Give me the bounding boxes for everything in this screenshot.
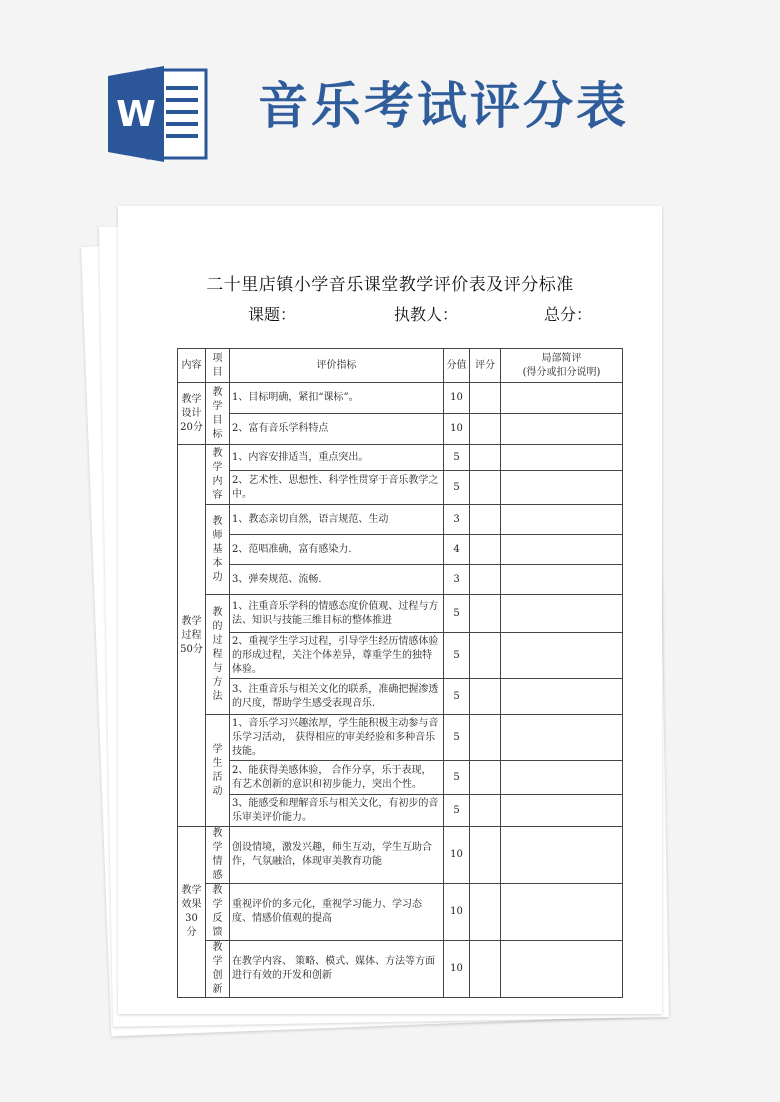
comment-cell[interactable] <box>501 595 623 633</box>
table-row <box>178 884 623 941</box>
score-cell[interactable] <box>470 565 501 595</box>
comment-cell[interactable] <box>501 383 623 414</box>
points-cell: 5 <box>444 471 470 505</box>
item-goal: 教学目标 <box>206 383 230 445</box>
points-cell: 10 <box>444 884 470 941</box>
points-cell: 5 <box>444 715 470 761</box>
page-title: 音乐考试评分表 <box>258 77 629 135</box>
teacher-field: 执教人： <box>394 305 459 324</box>
header-item: 项目 <box>206 349 230 383</box>
topic-field: 课题： <box>248 305 297 324</box>
comment-cell[interactable] <box>501 679 623 715</box>
table-row <box>178 633 623 679</box>
table-row <box>178 565 623 595</box>
table-row <box>178 795 623 827</box>
item-student: 学生活动 <box>206 715 230 827</box>
header-content: 内容 <box>178 349 206 383</box>
evaluation-table <box>177 348 623 998</box>
score-cell[interactable] <box>470 795 501 827</box>
points-cell: 5 <box>444 679 470 715</box>
comment-cell[interactable] <box>501 827 623 884</box>
points-cell: 10 <box>444 383 470 414</box>
section-process: 教学过程50分 <box>178 445 206 827</box>
comment-cell[interactable] <box>501 941 623 998</box>
comment-cell[interactable] <box>501 414 623 445</box>
indicator-cell: 1、内容安排适当，重点突出。 <box>230 445 444 471</box>
table-row <box>178 679 623 715</box>
indicator-cell: 重视评价的多元化，重视学习能力、学习态度、情感价值观的提高 <box>230 884 444 941</box>
comment-cell[interactable] <box>501 565 623 595</box>
score-cell[interactable] <box>470 633 501 679</box>
score-cell[interactable] <box>470 595 501 633</box>
header-comment: 局部简评 (得分或扣分说明) <box>501 349 623 383</box>
points-cell: 4 <box>444 535 470 565</box>
indicator-cell: 2、能获得美感体验， 合作分享，乐于表现，有艺术创新的意识和初步能力，突出个性。 <box>230 761 444 795</box>
indicator-cell: 2、重视学生学习过程，引导学生经历情感体验的形成过程，关注个体差异，尊重学生的独特体验。 <box>230 633 444 679</box>
indicator-cell: 1、教态亲切自然，语言规范、生动 <box>230 505 444 535</box>
score-cell[interactable] <box>470 414 501 445</box>
item-feedback: 教学反馈 <box>206 884 230 941</box>
table-row <box>178 595 623 633</box>
points-cell: 5 <box>444 633 470 679</box>
score-cell[interactable] <box>470 884 501 941</box>
section-design: 教学设计20分 <box>178 383 206 445</box>
item-basic-skill: 教师基本功 <box>206 505 230 595</box>
table-row <box>178 471 623 505</box>
score-cell[interactable] <box>470 761 501 795</box>
score-cell[interactable] <box>470 827 501 884</box>
score-cell[interactable] <box>470 383 501 414</box>
points-cell: 5 <box>444 795 470 827</box>
points-cell: 10 <box>444 827 470 884</box>
score-cell[interactable] <box>470 715 501 761</box>
points-cell: 3 <box>444 565 470 595</box>
item-innovation: 教学创新 <box>206 941 230 998</box>
comment-cell[interactable] <box>501 761 623 795</box>
table-row <box>178 445 623 471</box>
header-indicator: 评价指标 <box>230 349 444 383</box>
indicator-cell: 2、富有音乐学科特点 <box>230 414 444 445</box>
comment-cell[interactable] <box>501 535 623 565</box>
score-cell[interactable] <box>470 471 501 505</box>
item-method: 教的过程与方法 <box>206 595 230 715</box>
indicator-cell: 1、注重音乐学科的情感态度价值观、过程与方法、知识与技能三维目标的整体推进 <box>230 595 444 633</box>
indicator-cell: 3、注重音乐与相关文化的联系，准确把握渗透的尺度，帮助学生感受表现音乐. <box>230 679 444 715</box>
comment-cell[interactable] <box>501 633 623 679</box>
points-cell: 5 <box>444 761 470 795</box>
table-row <box>178 535 623 565</box>
indicator-cell: 在教学内容、 策略、模式、媒体、方法等方面进行有效的开发和创新 <box>230 941 444 998</box>
comment-cell[interactable] <box>501 445 623 471</box>
indicator-cell: 2、艺术性、思想性、科学性贯穿于音乐教学之中。 <box>230 471 444 505</box>
comment-cell[interactable] <box>501 715 623 761</box>
comment-cell[interactable] <box>501 884 623 941</box>
table-header-row <box>178 349 623 383</box>
indicator-cell: 创设情境，激发兴趣，师生互动，学生互助合作，气氛融洽，体现审美教育功能 <box>230 827 444 884</box>
score-cell[interactable] <box>470 535 501 565</box>
indicator-cell: 2、范唱准确，富有感染力. <box>230 535 444 565</box>
item-content: 教学内容 <box>206 445 230 505</box>
comment-cell[interactable] <box>501 795 623 827</box>
comment-cell[interactable] <box>501 505 623 535</box>
points-cell: 5 <box>444 445 470 471</box>
points-cell: 10 <box>444 414 470 445</box>
svg-text:W: W <box>116 94 156 135</box>
table-row <box>178 715 623 761</box>
table-row <box>178 761 623 795</box>
table-row <box>178 414 623 445</box>
points-cell: 10 <box>444 941 470 998</box>
document-title: 二十里店镇小学音乐课堂教学评价表及评分标准 <box>206 275 574 295</box>
points-cell: 3 <box>444 505 470 535</box>
table-row <box>178 941 623 998</box>
comment-cell[interactable] <box>501 471 623 505</box>
indicator-cell: 1、目标明确，紧扣“课标”。 <box>230 383 444 414</box>
header-points: 分值 <box>444 349 470 383</box>
points-cell: 5 <box>444 595 470 633</box>
indicator-cell: 1、音乐学习兴趣浓厚，学生能积极主动参与音乐学习活动， 获得相应的审美经验和多种音乐技能。 <box>230 715 444 761</box>
score-cell[interactable] <box>470 445 501 471</box>
table-row <box>178 827 623 884</box>
indicator-cell: 3、弹奏规范、流畅. <box>230 565 444 595</box>
score-cell[interactable] <box>470 941 501 998</box>
header-score: 评分 <box>470 349 501 383</box>
table-row <box>178 505 623 535</box>
table-row <box>178 383 623 414</box>
total-score-field: 总分： <box>544 305 593 324</box>
score-cell[interactable] <box>470 679 501 715</box>
section-effect: 教学效果30 分 <box>178 827 206 998</box>
indicator-cell: 3、能感受和理解音乐与相关文化，有初步的音乐审美评价能力。 <box>230 795 444 827</box>
word-logo-icon <box>108 66 208 162</box>
item-emotion: 教学情感 <box>206 827 230 884</box>
score-cell[interactable] <box>470 505 501 535</box>
